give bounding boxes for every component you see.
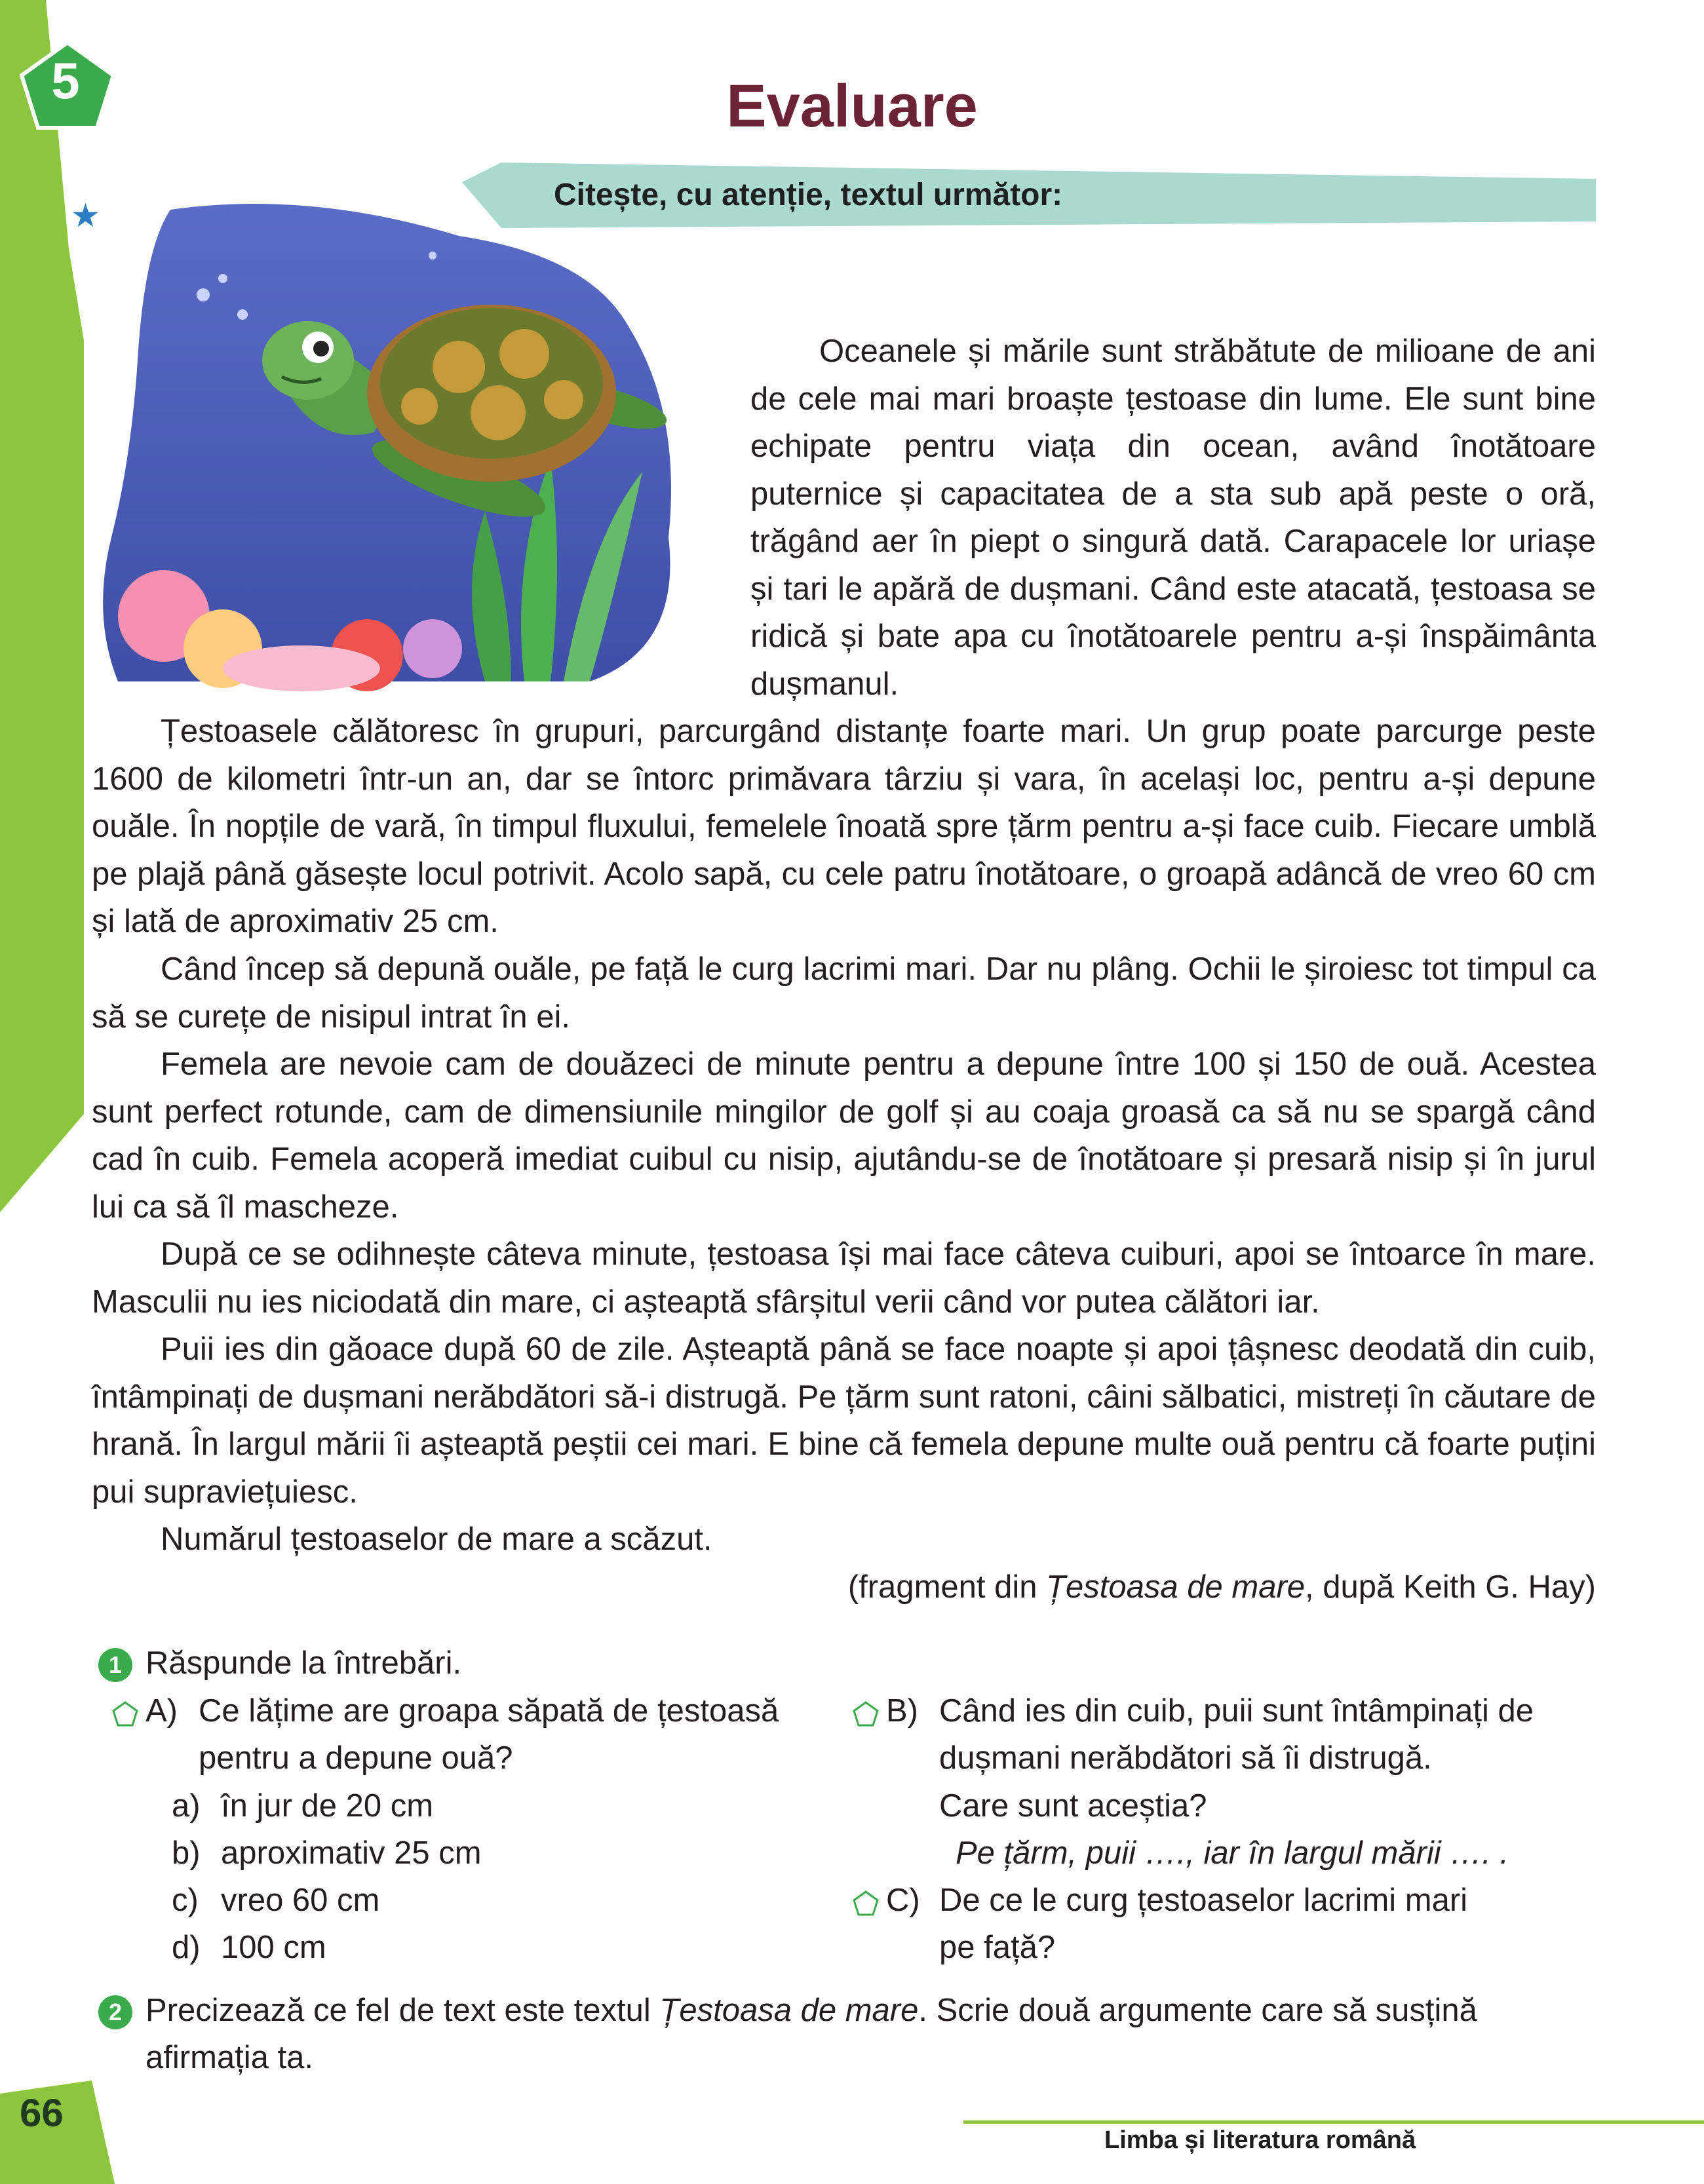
option-b-letter: b)	[172, 1835, 201, 1871]
question-b-line2: dușmani nerăbdători să îi distrugă.	[939, 1740, 1432, 1776]
question-b-line1: Când ies din cuib, puii sunt întâmpinați de	[939, 1693, 1534, 1729]
question-c-line1: De ce le curg țestoaselor lacrimi mari	[939, 1883, 1468, 1918]
option-a-text: în jur de 20 cm	[221, 1788, 434, 1824]
paragraph-3: Când încep să depună ouăle, pe față le curg lacrimi mari. Dar nu plâng. Ochii le șiroiesc tot timpul ca să se curețe de nisipul intrat în ei.	[92, 951, 1596, 1035]
question-b-letter: B)	[886, 1693, 918, 1729]
question-b-fill: Pe țărm, puii …., iar în largul mării …. .	[956, 1835, 1509, 1871]
option-c-text: vreo 60 cm	[221, 1883, 380, 1918]
chapter-number: 5	[51, 52, 80, 109]
side-strip	[0, 0, 85, 1212]
paragraph-7: Numărul țestoaselor de mare a scăzut.	[161, 1522, 712, 1557]
pentagon-icon	[852, 1700, 880, 1728]
exercise-2-line2: afirmația ta.	[145, 2040, 313, 2075]
question-a-line1: Ce lățime are groapa săpată de țestoasă	[199, 1693, 779, 1729]
question-a-letter: A)	[145, 1693, 178, 1729]
paragraph-4: Femela are nevoie cam de douăzeci de minute pentru a depune între 100 și 150 de ouă. Acestea sunt perfect rotunde, cam de dimensiunile mingilor de golf și au coaja groasă ca să nu se spargă când cad în cuib. Femela acoperă imediat cuibul cu nisip, ajutându-se de înotătoare și presară nisip și în jurul lui ca să îl mascheze.	[92, 1046, 1596, 1225]
page-number: 66	[20, 2091, 64, 2135]
footer-subject: Limba și literatura română	[1104, 2126, 1416, 2154]
footer-line	[963, 2120, 1704, 2124]
question-c-letter: C)	[886, 1883, 920, 1918]
sea-turtle-illustration	[92, 197, 734, 695]
citation-work: Țestoasa de mare	[1046, 1569, 1306, 1605]
paragraph-2: Țestoasele călătoresc în grupuri, parcurgând distanțe foarte mari. Un grup poate parcurge peste 1600 de kilometri într-un an, dar se întorc primăvara târziu și vara, în același loc, pentru a-și depune ouăle. În nopțile de vară, în timpul fluxului, femelele înoată spre țărm pentru a-și face cuib. Fiecare umblă pe plajă până găsește locul potrivit. Acolo sapă, cu cele patru înotătoare, o groapă adâncă de vreo 60 cm și lată de aproximativ 25 cm.	[92, 714, 1596, 939]
option-d-text: 100 cm	[221, 1930, 326, 1965]
exercise-2-work: Țestoasa de mare	[659, 1993, 919, 2028]
option-c-letter: c)	[172, 1883, 199, 1918]
question-a-line2: pentru a depune ouă?	[199, 1740, 513, 1776]
pentagon-icon	[852, 1890, 880, 1917]
paragraph-1: Oceanele și mările sunt străbătute de milioane de ani de cele mai mari broaște țestoase din lume. Ele sunt bine echipate pentru viața din ocean, având înotătoare puternice și capacitatea de a sta sub apă peste o oră, trăgând aer în piept o singură dată. Carapacele lor uriașe și tari le apără de dușmani. Când este atacată, țestoasa se ridică și bate apa cu înotătoarele pentru a-și înspăimânta dușmanul.	[750, 334, 1596, 702]
question-c-line2: pe față?	[939, 1930, 1056, 1965]
citation: (fragment din Țestoasa de mare, după Keith G. Hay)	[847, 1569, 1596, 1605]
star-icon: ★	[71, 197, 100, 234]
exercise-1-badge: 1	[98, 1648, 132, 1682]
exercise-2-line1: Precizează ce fel de text este textul Țestoasa de mare. Scrie două argumente care să susțină	[145, 1993, 1477, 2028]
option-d-letter: d)	[172, 1930, 201, 1965]
paragraph-6: Puii ies din găoace după 60 de zile. Așteaptă până se face noapte și apoi țâșnesc deodată din cuib, întâmpinați de dușmani nerăbdători să-i distrugă. Pe țărm sunt ratoni, câini sălbatici, mistreți în căutare de hrană. În largul mării îi așteaptă peștii cei mari. E bine că femela depune multe ouă pentru că foarte puțini pui supraviețuiesc.	[92, 1331, 1596, 1510]
pentagon-icon	[111, 1700, 139, 1728]
exercise-2-badge: 2	[98, 1995, 132, 2029]
option-a-letter: a)	[172, 1788, 201, 1824]
option-b-text: aproximativ 25 cm	[221, 1835, 482, 1871]
paragraph-5: După ce se odihnește câteva minute, țestoasa își mai face câteva cuiburi, apoi se întoarce în mare. Masculii nu ies niciodată din mare, ci așteaptă sfârșitul verii când vor putea călători iar.	[92, 1236, 1596, 1320]
page-title: Evaluare	[726, 73, 978, 140]
question-b-line3: Care sunt aceștia?	[939, 1788, 1207, 1824]
instruction-text: Citește, cu atenție, textul următor:	[554, 178, 1063, 212]
exercise-1-prompt: Răspunde la întrebări.	[145, 1645, 462, 1681]
